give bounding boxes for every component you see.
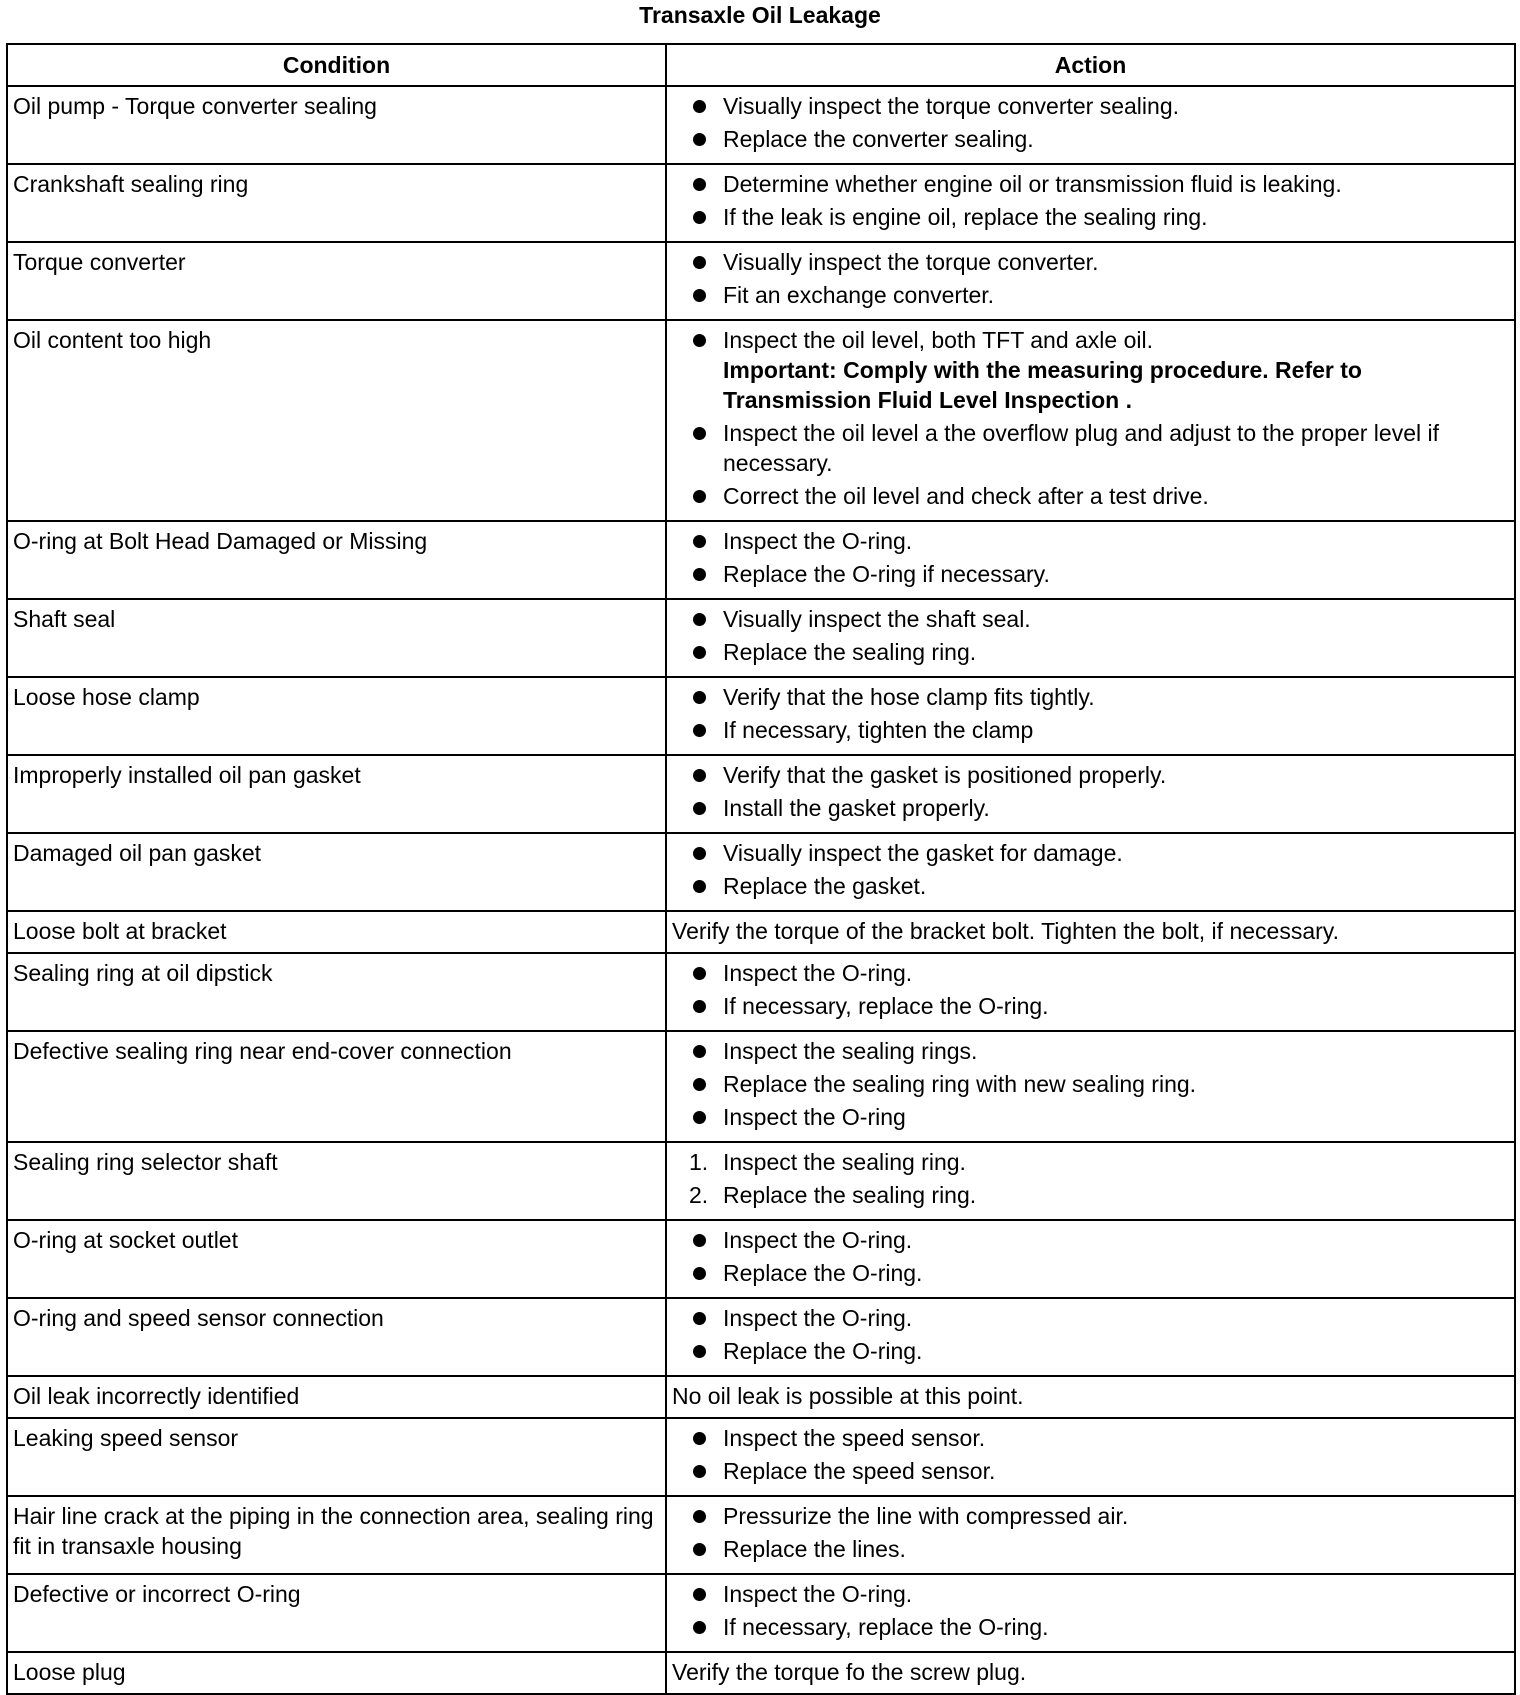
action-text: No oil leak is possible at this point. bbox=[672, 1383, 1024, 1409]
action-cell bbox=[666, 755, 1515, 833]
item-text: If necessary, replace the O-ring. bbox=[723, 1614, 1049, 1640]
condition-cell: Torque converter bbox=[7, 242, 666, 320]
table-row bbox=[7, 1298, 1515, 1376]
item-text: Visually inspect the torque converter. bbox=[723, 249, 1099, 275]
condition-cell: Sealing ring at oil dipstick bbox=[7, 953, 666, 1031]
header-row bbox=[7, 44, 1515, 86]
condition-cell: O-ring at socket outlet bbox=[7, 1220, 666, 1298]
list-item bbox=[675, 1303, 1508, 1333]
bullet-list bbox=[675, 958, 1508, 1021]
item-text: Fit an exchange converter. bbox=[723, 282, 995, 308]
bullet-list bbox=[675, 1225, 1508, 1288]
important-note: Important: Comply with the measuring procedure. Refer to Transmission Fluid Level Inspection . bbox=[723, 357, 1362, 413]
action-cell bbox=[666, 242, 1515, 320]
list-item bbox=[675, 760, 1508, 790]
list-item bbox=[675, 604, 1508, 634]
table-body bbox=[7, 86, 1515, 1694]
bullet-list bbox=[675, 1579, 1508, 1642]
item-text: Determine whether engine oil or transmission fluid is leaking. bbox=[723, 171, 1342, 197]
action-cell bbox=[666, 1574, 1515, 1652]
item-text: Correct the oil level and check after a test drive. bbox=[723, 483, 1209, 509]
list-item bbox=[675, 1102, 1508, 1132]
list-item bbox=[675, 1612, 1508, 1642]
leakage-table bbox=[6, 43, 1516, 1695]
action-text: Verify the torque fo the screw plug. bbox=[672, 1659, 1027, 1685]
condition-cell: Oil content too high bbox=[7, 320, 666, 521]
table-row bbox=[7, 1418, 1515, 1496]
list-item bbox=[675, 1225, 1508, 1255]
item-text: Replace the sealing ring with new sealing ring. bbox=[723, 1071, 1197, 1097]
table-row bbox=[7, 677, 1515, 755]
item-text: Replace the speed sensor. bbox=[723, 1458, 996, 1484]
item-text: Replace the converter sealing. bbox=[723, 126, 1034, 152]
condition-cell: Defective or incorrect O-ring bbox=[7, 1574, 666, 1652]
item-text: Inspect the sealing ring. bbox=[723, 1149, 966, 1175]
table-row bbox=[7, 1220, 1515, 1298]
list-item bbox=[675, 91, 1508, 121]
action-cell bbox=[666, 1652, 1515, 1694]
table-row bbox=[7, 833, 1515, 911]
list-item bbox=[675, 958, 1508, 988]
action-cell bbox=[666, 521, 1515, 599]
item-text: Inspect the O-ring bbox=[723, 1104, 906, 1130]
list-item bbox=[675, 559, 1508, 589]
condition-cell: O-ring and speed sensor connection bbox=[7, 1298, 666, 1376]
item-text: Replace the sealing ring. bbox=[723, 639, 977, 665]
bullet-list bbox=[675, 1036, 1508, 1132]
condition-cell: Sealing ring selector shaft bbox=[7, 1142, 666, 1220]
table-row bbox=[7, 953, 1515, 1031]
action-cell bbox=[666, 1496, 1515, 1574]
action-cell bbox=[666, 599, 1515, 677]
action-cell bbox=[666, 953, 1515, 1031]
condition-cell: O-ring at Bolt Head Damaged or Missing bbox=[7, 521, 666, 599]
item-text: If necessary, replace the O-ring. bbox=[723, 993, 1049, 1019]
list-item bbox=[675, 1069, 1508, 1099]
item-text: Inspect the sealing rings. bbox=[723, 1038, 978, 1064]
item-text: Replace the O-ring. bbox=[723, 1260, 923, 1286]
action-cell bbox=[666, 1376, 1515, 1418]
list-item bbox=[675, 1501, 1508, 1531]
list-item bbox=[675, 481, 1508, 511]
action-cell bbox=[666, 86, 1515, 164]
table-row bbox=[7, 1574, 1515, 1652]
bullet-list bbox=[675, 760, 1508, 823]
bullet-list bbox=[675, 1303, 1508, 1366]
item-text: Inspect the O-ring. bbox=[723, 528, 913, 554]
action-cell bbox=[666, 1142, 1515, 1220]
bullet-list bbox=[675, 682, 1508, 745]
condition-cell: Oil pump - Torque converter sealing bbox=[7, 86, 666, 164]
bullet-list bbox=[675, 526, 1508, 589]
condition-cell: Leaking speed sensor bbox=[7, 1418, 666, 1496]
list-item bbox=[675, 1180, 1508, 1210]
item-text: Replace the O-ring. bbox=[723, 1338, 923, 1364]
item-text: Install the gasket properly. bbox=[723, 795, 990, 821]
table-row bbox=[7, 164, 1515, 242]
item-text: If necessary, tighten the clamp bbox=[723, 717, 1034, 743]
list-item bbox=[675, 838, 1508, 868]
action-header: Action bbox=[666, 44, 1515, 86]
item-text: If the leak is engine oil, replace the sealing ring. bbox=[723, 204, 1208, 230]
list-item bbox=[675, 637, 1508, 667]
item-number: 2. bbox=[689, 1182, 709, 1208]
list-item bbox=[675, 682, 1508, 712]
condition-cell: Crankshaft sealing ring bbox=[7, 164, 666, 242]
list-item bbox=[675, 1534, 1508, 1564]
list-item bbox=[675, 280, 1508, 310]
item-text: Replace the sealing ring. bbox=[723, 1182, 977, 1208]
item-text: Visually inspect the torque converter sealing. bbox=[723, 93, 1180, 119]
list-item bbox=[675, 169, 1508, 199]
list-item bbox=[675, 1258, 1508, 1288]
list-item bbox=[675, 1147, 1508, 1177]
list-item bbox=[675, 325, 1508, 415]
list-item bbox=[675, 793, 1508, 823]
condition-cell: Loose hose clamp bbox=[7, 677, 666, 755]
condition-cell: Loose plug bbox=[7, 1652, 666, 1694]
item-text: Inspect the O-ring. bbox=[723, 1227, 913, 1253]
table-row bbox=[7, 1376, 1515, 1418]
action-cell bbox=[666, 911, 1515, 953]
item-text: Inspect the speed sensor. bbox=[723, 1425, 986, 1451]
condition-cell: Oil leak incorrectly identified bbox=[7, 1376, 666, 1418]
table-row bbox=[7, 1652, 1515, 1694]
table-row bbox=[7, 86, 1515, 164]
action-cell bbox=[666, 1220, 1515, 1298]
item-text: Inspect the O-ring. bbox=[723, 1581, 913, 1607]
item-text: Inspect the O-ring. bbox=[723, 1305, 913, 1331]
list-item bbox=[675, 124, 1508, 154]
bullet-list bbox=[675, 247, 1508, 310]
table-row bbox=[7, 242, 1515, 320]
action-cell bbox=[666, 833, 1515, 911]
condition-cell: Damaged oil pan gasket bbox=[7, 833, 666, 911]
item-text: Replace the gasket. bbox=[723, 873, 927, 899]
item-text: Visually inspect the gasket for damage. bbox=[723, 840, 1123, 866]
item-text: Verify that the hose clamp fits tightly. bbox=[723, 684, 1095, 710]
item-text: Visually inspect the shaft seal. bbox=[723, 606, 1031, 632]
numbered-list bbox=[675, 1147, 1508, 1210]
item-text: Replace the O-ring if necessary. bbox=[723, 561, 1050, 587]
item-text: Replace the lines. bbox=[723, 1536, 906, 1562]
action-cell bbox=[666, 1418, 1515, 1496]
list-item bbox=[675, 202, 1508, 232]
condition-cell: Shaft seal bbox=[7, 599, 666, 677]
action-text: Verify the torque of the bracket bolt. Tighten the bolt, if necessary. bbox=[672, 918, 1339, 944]
action-cell bbox=[666, 320, 1515, 521]
list-item bbox=[675, 715, 1508, 745]
list-item bbox=[675, 247, 1508, 277]
list-item bbox=[675, 1423, 1508, 1453]
item-number: 1. bbox=[689, 1149, 709, 1175]
bullet-list bbox=[675, 1501, 1508, 1564]
bullet-list bbox=[675, 1423, 1508, 1486]
table-row bbox=[7, 320, 1515, 521]
list-item bbox=[675, 1336, 1508, 1366]
list-item bbox=[675, 991, 1508, 1021]
list-item bbox=[675, 871, 1508, 901]
bullet-list bbox=[675, 91, 1508, 154]
table-row bbox=[7, 1142, 1515, 1220]
item-text: Inspect the oil level a the overflow plug and adjust to the proper level if necessary. bbox=[723, 420, 1439, 476]
bullet-list bbox=[675, 604, 1508, 667]
item-text: Inspect the O-ring. bbox=[723, 960, 913, 986]
list-item bbox=[675, 1036, 1508, 1066]
action-cell bbox=[666, 1031, 1515, 1142]
list-item bbox=[675, 1456, 1508, 1486]
table-row bbox=[7, 521, 1515, 599]
bullet-list bbox=[675, 325, 1508, 511]
table-row bbox=[7, 755, 1515, 833]
item-text: Inspect the oil level, both TFT and axle oil. bbox=[723, 327, 1154, 353]
condition-cell: Improperly installed oil pan gasket bbox=[7, 755, 666, 833]
table-row bbox=[7, 911, 1515, 953]
condition-cell: Loose bolt at bracket bbox=[7, 911, 666, 953]
list-item bbox=[675, 1579, 1508, 1609]
action-cell bbox=[666, 677, 1515, 755]
item-text: Verify that the gasket is positioned properly. bbox=[723, 762, 1167, 788]
condition-cell: Defective sealing ring near end-cover connection bbox=[7, 1031, 666, 1142]
bullet-list bbox=[675, 169, 1508, 232]
list-item bbox=[675, 526, 1508, 556]
table-row bbox=[7, 1496, 1515, 1574]
action-cell bbox=[666, 164, 1515, 242]
table-row bbox=[7, 599, 1515, 677]
list-item bbox=[675, 418, 1508, 478]
document-title: Transaxle Oil Leakage bbox=[639, 2, 881, 28]
action-cell bbox=[666, 1298, 1515, 1376]
condition-cell: Hair line crack at the piping in the connection area, sealing ring fit in transaxle housing bbox=[7, 1496, 666, 1574]
table-row bbox=[7, 1031, 1515, 1142]
condition-header: Condition bbox=[7, 44, 666, 86]
bullet-list bbox=[675, 838, 1508, 901]
item-text: Pressurize the line with compressed air. bbox=[723, 1503, 1129, 1529]
